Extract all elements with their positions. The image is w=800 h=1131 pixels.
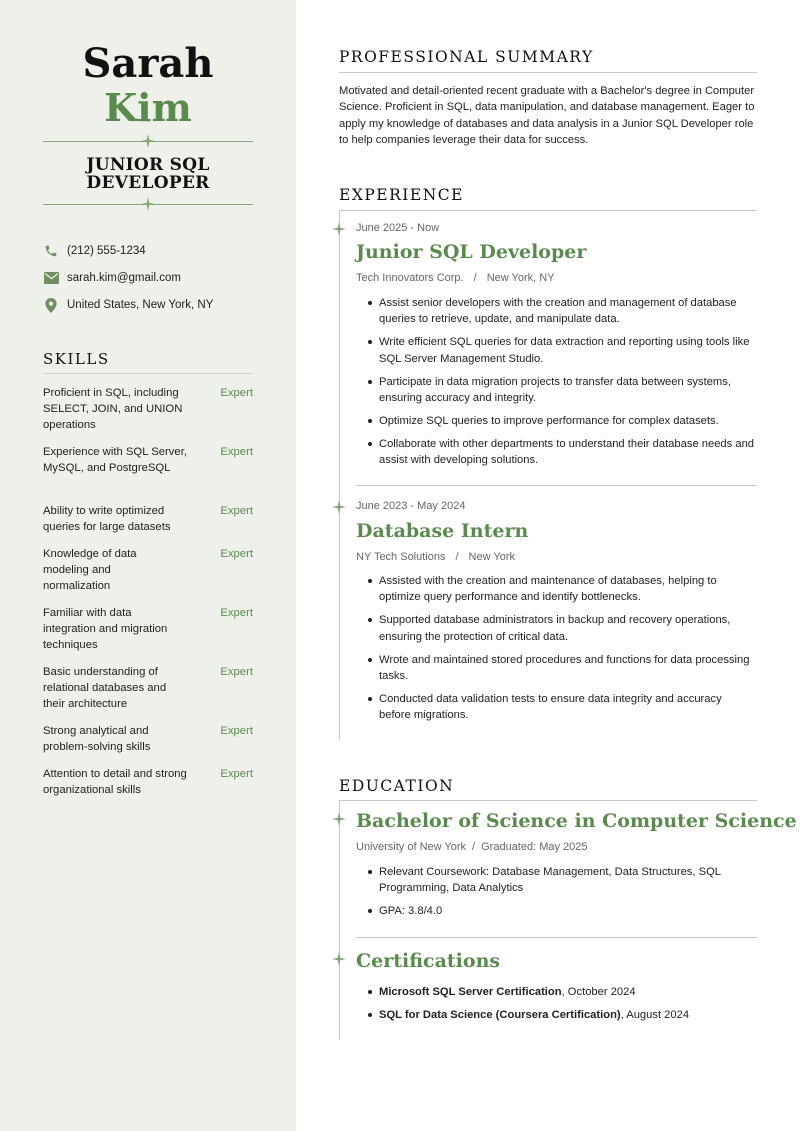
first-name: Sarah (82, 40, 214, 87)
job-title: Junior SQL Developer (356, 241, 587, 263)
experience-heading: EXPERIENCE (339, 186, 464, 204)
education-rule (339, 800, 757, 801)
sparkle-icon (332, 952, 346, 966)
education-heading: EDUCATION (339, 777, 455, 795)
location-text: United States, New York, NY (67, 299, 214, 311)
sparkle-icon (141, 197, 155, 211)
list-item: Relevant Coursework: Database Management, Data Structures, SQL Programming, Data Analytics (356, 864, 756, 897)
degree-title: Bachelor of Science in Computer Science (356, 810, 797, 832)
skill-item (43, 546, 253, 594)
skill-level: Expert (220, 548, 253, 560)
role-line-2: DEVELOPER (86, 173, 210, 193)
education-timeline (339, 800, 340, 1040)
list-item: GPA: 3.8/4.0 (356, 903, 756, 919)
list-item: Wrote and maintained stored procedures and functions for data processing tasks. (356, 652, 756, 685)
skills-heading: SKILLS (43, 350, 110, 368)
job-company-line: Tech Innovators Corp. / New York, NY (356, 272, 555, 284)
skill-name: Basic understanding of relational databases and their architecture (43, 666, 167, 710)
list-item: Conducted data validation tests to ensure data integrity and accuracy before migrations. (356, 691, 756, 724)
skill-item (43, 444, 253, 476)
company-name: Tech Innovators Corp. (356, 272, 464, 284)
certifications-title: Certifications (356, 950, 501, 972)
graduation-date: Graduated: May 2025 (481, 841, 588, 853)
experience-timeline (339, 210, 340, 740)
job-bullets (356, 295, 756, 475)
job-role-title (43, 156, 253, 192)
list-item: Participate in data migration projects to transfer data between systems, ensuring accuracy and integrity. (356, 374, 756, 407)
summary-heading: PROFESSIONAL SUMMARY (339, 48, 594, 66)
sparkle-icon (332, 500, 346, 514)
location-pin-icon (43, 297, 59, 313)
list-item: Supported database administrators in backup and recovery operations, ensuring the protection of critical data. (356, 612, 756, 645)
sparkle-icon (332, 222, 346, 236)
name-divider (43, 141, 253, 142)
certification-list (356, 984, 756, 1030)
skill-name: Proficient in SQL, including SELECT, JOIN, and UNION operations (43, 387, 183, 431)
list-item: Assist senior developers with the creation and management of database queries to retrieve, update, and manipulate data. (356, 295, 756, 328)
skill-level: Expert (220, 725, 253, 737)
contact-email (43, 270, 181, 286)
skill-name: Attention to detail and strong organizational skills (43, 768, 187, 796)
certification-date: , August 2024 (620, 1008, 690, 1021)
last-name: Kim (104, 85, 192, 130)
education-divider (356, 937, 757, 938)
skill-item (43, 723, 253, 755)
skill-name: Strong analytical and problem-solving skills (43, 725, 151, 753)
skill-level: Expert (220, 666, 253, 678)
school-line: University of New York / Graduated: May 2025 (356, 841, 588, 853)
phone-text: (212) 555-1234 (67, 245, 146, 257)
skill-level: Expert (220, 607, 253, 619)
sparkle-icon (332, 812, 346, 826)
email-text: sarah.kim@gmail.com (67, 272, 181, 284)
list-item: Optimize SQL queries to improve performance for complex datasets. (356, 413, 756, 429)
company-location: New York, NY (486, 272, 555, 284)
skill-level: Expert (220, 387, 253, 399)
skill-item (43, 605, 253, 653)
skill-name: Ability to write optimized queries for large datasets (43, 505, 171, 533)
experience-rule (339, 210, 757, 211)
job-date: June 2023 - May 2024 (356, 500, 466, 512)
skill-name: Experience with SQL Server, MySQL, and PostgreSQL (43, 446, 187, 474)
contact-phone (43, 243, 146, 259)
summary-text: Motivated and detail-oriented recent graduate with a Bachelor's degree in Computer Science. Proficient in SQL, data manipulation, and database management. Eager to apply my knowledge of databases and data analysis in a Junior SQL Developer role to help companies leverage their data for success. (339, 85, 755, 146)
job-title: Database Intern (356, 520, 529, 542)
skill-name: Familiar with data integration and migration techniques (43, 607, 168, 651)
list-item: Collaborate with other departments to understand their database needs and assist with developing solutions. (356, 436, 756, 469)
skill-level: Expert (220, 505, 253, 517)
mail-icon (43, 270, 59, 286)
job-company-line: NY Tech Solutions / New York (356, 551, 516, 563)
job-divider (356, 485, 757, 486)
certification-name: Microsoft SQL Server Certification (379, 986, 562, 998)
skills-rule (43, 373, 253, 374)
summary-rule (339, 72, 757, 73)
skill-item (43, 766, 253, 798)
job-bullets (356, 573, 756, 730)
list-item: Write efficient SQL queries for data extraction and reporting using tools like SQL Server Management Studio. (356, 334, 756, 367)
skill-item (43, 664, 253, 712)
company-name: NY Tech Solutions (356, 551, 446, 563)
job-date: June 2025 - Now (356, 222, 440, 234)
certification-item (356, 984, 756, 1000)
school-name: University of New York (356, 841, 467, 853)
skill-level: Expert (220, 446, 253, 458)
certification-item (356, 1007, 756, 1023)
skill-item (43, 503, 253, 535)
certification-name: SQL for Data Science (Coursera Certification) (379, 1008, 621, 1021)
list-item: Assisted with the creation and maintenance of databases, helping to optimize query performance and identify bottlenecks. (356, 573, 756, 606)
sparkle-icon (141, 134, 155, 148)
skill-item (43, 385, 253, 433)
certification-date: , October 2024 (561, 986, 636, 998)
skill-level: Expert (220, 768, 253, 780)
phone-icon (43, 243, 59, 259)
contact-location (43, 297, 213, 313)
skill-name: Knowledge of data modeling and normalization (43, 548, 137, 592)
role-line-1: JUNIOR SQL (86, 155, 210, 175)
education-bullets (356, 864, 756, 926)
role-divider (43, 204, 253, 205)
company-location: New York (468, 551, 516, 563)
